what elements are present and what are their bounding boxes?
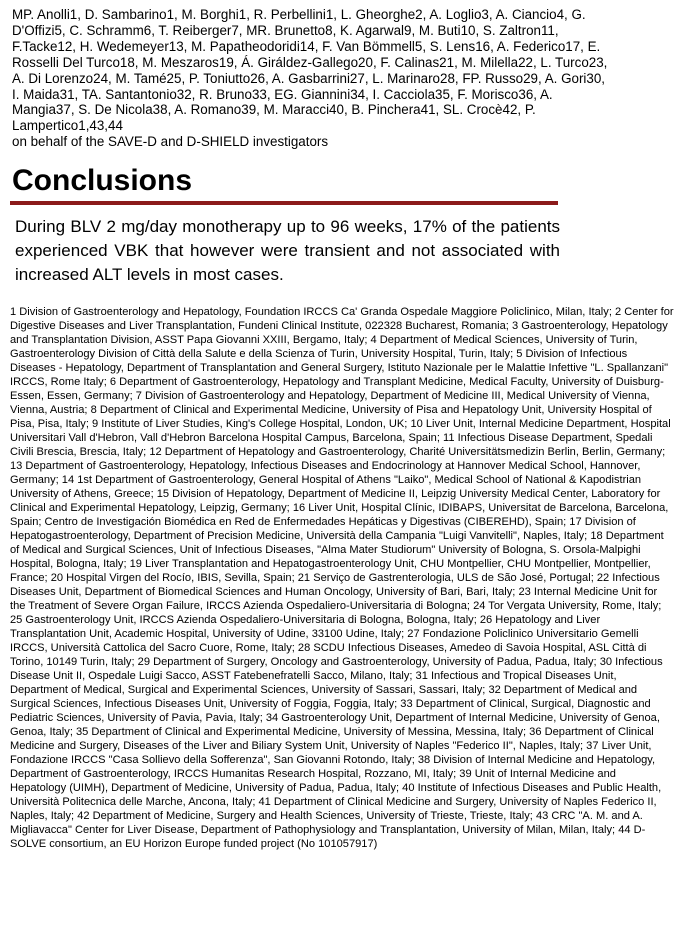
author-line: F.Tacke12, H. Wedemeyer13, M. Papatheodoridi14, F. Van Bömmell5, S. Lens16, A. Federico17, E. <box>12 38 601 54</box>
affiliations-text: 1 Division of Gastroenterology and Hepatology, Foundation IRCCS Ca' Granda Ospedale Maggiore Policlinico, Milan, Italy; 2 Center for Digestive Diseases and Liver Transplantation, Fundeni Clinical Institute, 022328 Bucharest, Romania; 3 Gastroenterology, Hepatology and Transplantation Division, ASST Papa Giovanni XXIII, Bergamo, Italy; 4 Department of Medical Sciences, University of Turin, Gastroenterology Division of Città della Salute e della Scienza of Turin, University Hospital, Turin, Italy; 5 Division of Infectious Diseases - Hepatology, Department of Transplantation and General Surgery, Istituto Nazionale per le Malattie Infettive "L. Spallanzani" IRCCS, Rome Italy; 6 Department of Gastroenterology, Hepatology and Transplant Medicine, Medical Faculty, University of Duisburg-Essen, Essen, Germany; 7 Division of Gastroenterology and Hepatology, Department of Medicine III, Medical University of Vienna, Vienna, Austria; 8 Department of Clinical and Experimental Medicine, University of Pisa and Hepatology Unit, University Hospital of Pisa, Pisa, Italy; 9 Institute of Liver Studies, King's College Hospital, London, UK; 10 Liver Unit, Internal Medicine Department, Hospital Universitari Vall d'Hebron, Vall d'Hebron Barcelona Hospital Campus, Barcelona, Spain; 11 Infectious Disease Department, Spedali Civili Brescia, Brescia, Italy; 12 Department of Hepatology and Gastroenterology, Charité Universitätsmedizin Berlin, Berlin, Germany; 13 Department of Gastroenterology, Hepatology, Infectious Diseases and Endocrinology at Hannover Medical School, Hannover, Germany; 14 1st Department of Gastroenterology, General Hospital of Athens "Laiko", Medical School of National & Kapodistrian University of Athens, Greece; 15 Division of Hepatology, Department of Medicine II, Leipzig University Medical Center, Laboratory for Clinical and Experimental Hepatology, Leipzig, Germany; 16 Liver Unit, Hospital Clínic, IDIBAPS, Universitat de Barcelona, Barcelona, Spain; Centro de Investigación Biomédica en Red de Enfermedades Hepáticas y Digestivas (CIBEREHD), Spain; 17 Division of Hepatogastroenterology, Department of Precision Medicine, Università della Campania "Luigi Vanvitelli", Naples, Italy; 18 Department of Medical and Surgical Sciences, Unit of Infectious Diseases, "Alma Mater Studiorum" University of Bologna, S. Orsola-Malpighi Hospital, Bologna, Italy; 19 Liver Transplantation and Hepatogastroenterology Unit, CHU Montpellier, CHU Montpellier, Montpellier, France; 20 Hospital Virgen del Rocío, IBIS, Sevilla, Spain; 21 Serviço de Gastrenterologia, ULS de São José, Portugal; 22 Infectious Diseases Unit, Department of Biomedical Sciences and Human Oncology, University of Bari, Bari, Italy; 23 Internal Medicine Unit for the Treatment of Severe Organ Failure, IRCCS Azienda Ospedaliero-Universitaria di Bologna; 24 Tor Vergata University, Rome, Italy; 25 Gastroenterology Unit, IRCCS Azienda Ospedaliero-Universitaria di Bologna, Bologna, Italy; 26 Hepatology and Liver Transplantation Unit, Academic Hospital, University of Udine, 33100 Udine, Italy; 27 Fondazione Policlinico Universitario Gemelli IRCCS, Università Cattolica del Sacro Cuore, Rome, Italy; 28 SCDU Infectious Diseases, Amedeo di Savoia Hospital, ASL Città di Torino, 10149 Turin, Italy; 29 Department of Surgery, Oncology and Gastroenterology, University of Padua, Padua, Italy; 30 Infectious Disease Unit II, Ospedale Luigi Sacco, ASST Fatebenefratelli Sacco, Milano, Italy; 31 Infectious and Tropical Diseases Unit, Department of Medical, Surgical and Experimental Sciences, University of Sassari, Sassari, Italy; 32 Department of Medical and Surgical Sciences, Infectious Diseases Unit, University of Foggia, Foggia, Italy; 33 Department of Clinical, Surgical, Diagnostic and Pediatric Sciences, University of Pavia, Pavia, Italy; 34 Gastroenterology Unit, Department of Internal Medicine, University of Genoa, Genoa, Italy; 35 Department of Clinical and Experimental Medicine, University of Messina, Messina, Italy; 36 Department of Clinical Medicine and Surgery, Diseases of the Liver and Biliary System Unit, University of Naples "Federico II", Naples, Italy; 37 Liver Unit, Fondazione IRCCS "Casa Sollievo della Sofferenza", San Giovanni Rotondo, Italy; 38 Division of Internal Medicine and Hepatology, Department of Gastroenterology, IRCCS Humanitas Research Hospital, Rozzano, MI, Italy; 39 Unit of Internal Medicine and Hepatology (UIMH), Department of Medicine, University of Padua, Padua, Italy; 40 Institute of Infectious Diseases and Public Health, Università Politecnica delle Marche, Ancona, Italy; 41 Department of Clinical Medicine and Surgery, University of Naples Federico II, Naples, Italy; 42 Department of Medicine, Surgery and Health Sciences, University of Trieste, Trieste, Italy; 43 CRC "A. M. and A. Migliavacca" Center for Liver Disease, Department of Pathophysiology and Transplantation, University of Milan, Milan, Italy; 44 D-SOLVE consortium, an EU Horizon Europe funded project (No 101057917) <box>10 306 674 850</box>
behalf-line: on behalf of the SAVE-D and D-SHIELD investigators <box>12 134 329 150</box>
author-line: Rosselli Del Turco18, M. Meszaros19, Á. Giráldez-Gallego20, F. Calinas21, M. Milella22, L. Turco23, <box>12 54 608 70</box>
heading-divider <box>10 201 558 205</box>
author-line: A. Di Lorenzo24, M. Tamé25, P. Toniutto26, A. Gasbarrini27, L. Marinaro28, FP. Russo29, A. Gori30, <box>12 70 605 86</box>
author-line: D'Offizi5, C. Schramm6, T. Reiberger7, MR. Brunetto8, K. Agarwal9, M. Buti10, S. Zaltron11, <box>12 22 559 38</box>
conclusions-text: During BLV 2 mg/day monotherapy up to 96 weeks, 17% of the patients experienced VBK that however were transient and not associated with increased ALT levels in most cases. <box>15 217 560 284</box>
author-list <box>12 7 668 150</box>
author-line: MP. Anolli1, D. Sambarino1, M. Borghi1, R. Perbellini1, L. Gheorghe2, A. Loglio3, A. Ciancio4, G. <box>12 7 586 22</box>
author-line: Lampertico1,43,44 <box>12 118 123 134</box>
author-line: I. Maida31, TA. Santantonio32, R. Bruno33, EG. Giannini34, I. Cacciola35, F. Morisco36, A. <box>12 86 553 102</box>
author-line: Mangia37, S. De Nicola38, A. Romano39, M. Maracci40, B. Pinchera41, SL. Crocè42, P. <box>12 102 536 118</box>
conclusions-heading: Conclusions <box>12 164 193 197</box>
